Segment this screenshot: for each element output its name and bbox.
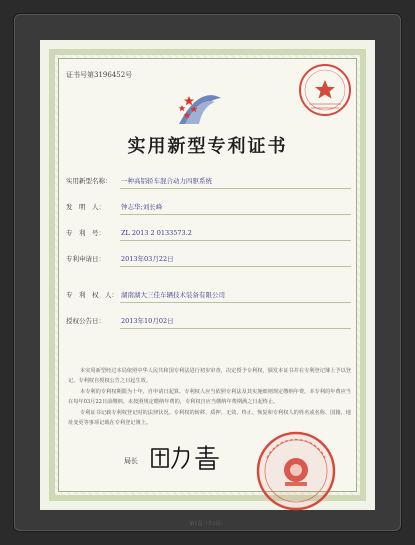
patent-office-emblem (173, 84, 225, 132)
field-label: 实用新型名称： (66, 177, 112, 185)
body-paragraph: 专利证书记载专利权登记时的法律状况。专利权的转移、质押、无效、终止、恢复和专利权人的姓名或名称、国籍、地址变更等事项记载在专利登记簿上。 (68, 409, 351, 427)
official-seal-stamp (255, 430, 337, 512)
page-number: 第1页（共1页） (189, 521, 226, 527)
certificate-paper (40, 40, 375, 527)
field-inventor (66, 202, 162, 211)
field-patent-number (66, 228, 192, 237)
divider (120, 240, 351, 241)
divider (120, 214, 351, 215)
director-label: 局长 (124, 457, 138, 465)
field-label: 专 利 号： (66, 229, 105, 237)
field-label: 专利申请日： (66, 255, 105, 263)
divider (120, 266, 351, 267)
divider (120, 188, 351, 189)
field-value: 一种高铝轿车混合动力四驱系统 (121, 177, 212, 185)
director-signature (148, 443, 228, 471)
body-paragraph: 本实用新型经过本局依照中华人民共和国专利法进行初步审查，决定授予专利权，颁发本证书并在专利登记簿上予以登记。专利权自授权公告之日起生效。 (68, 368, 351, 385)
certificate-title: 实用新型专利证书 (127, 136, 288, 157)
certificate-number: 证书号第3196452号 (66, 71, 133, 79)
field-value: 湖南湖大三佳车辆技术装备有限公司 (121, 291, 225, 299)
top-seal-stamp (297, 62, 353, 118)
field-label: 授权公告日： (66, 317, 105, 325)
body-paragraph: 本专利的专利权期限为十年，自申请日起算。专利权人应当依照专利法及其实施细则规定缴纳年费。本专利的年费应当在每年03月22日前缴纳。未按照规定缴纳年费的，专利权自应当缴纳年费期满之日起终止。 (68, 388, 351, 406)
field-patentee (66, 290, 225, 299)
field-value: 2013年10月02日 (121, 317, 174, 325)
field-grant-date (66, 316, 174, 325)
divider (120, 328, 351, 329)
field-value: 2013年03月22日 (121, 255, 174, 263)
field-value: 钟志华;刘长峰 (121, 203, 163, 211)
certificate-body (68, 366, 351, 428)
divider (120, 302, 351, 303)
field-utility-model-name (66, 176, 212, 185)
field-application-date (66, 254, 174, 263)
field-value: ZL 2013 2 0133573.2 (121, 229, 192, 237)
field-label: 发 明 人： (66, 203, 105, 211)
field-label: 专 利 权 人： (66, 291, 118, 299)
